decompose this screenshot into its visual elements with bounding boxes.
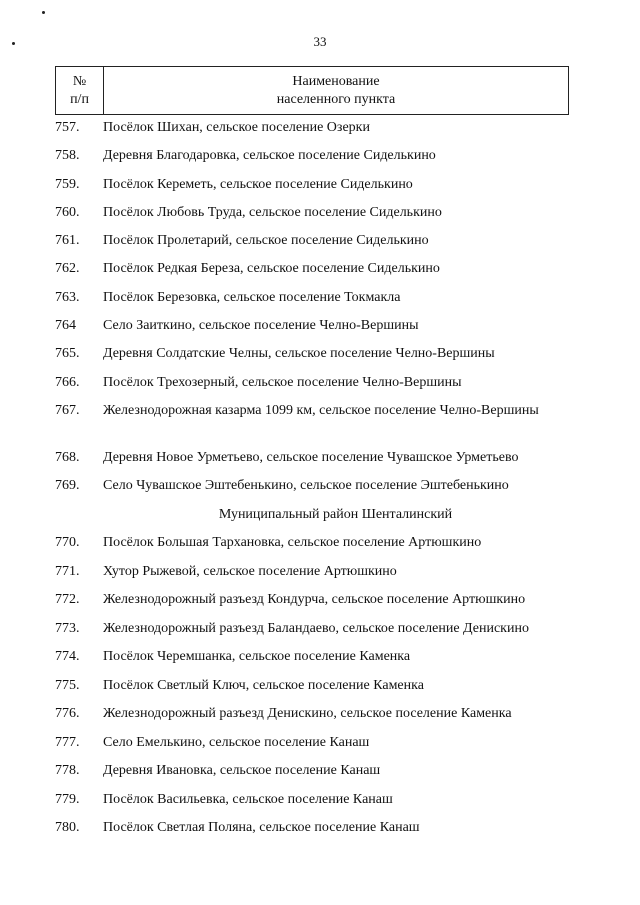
header-number-abbrev: п/п <box>70 91 89 107</box>
item-number: 763. <box>55 290 80 305</box>
item-text: Село Чувашское Эштебенькино, сельское поселение Эштебенькино <box>103 478 509 493</box>
item-number: 757. <box>55 120 80 135</box>
item-number: 779. <box>55 792 80 807</box>
item-number: 772. <box>55 592 80 607</box>
page-number: 33 <box>313 34 327 49</box>
item-text: Деревня Новое Урметьево, сельское поселение Чувашское Урметьево <box>103 450 519 465</box>
item-number: 768. <box>55 450 80 465</box>
header-name-line2: населенного пункта <box>276 91 396 107</box>
item-number: 765. <box>55 346 80 361</box>
item-text: Посёлок Редкая Береза, сельское поселение Сиделькино <box>103 261 440 276</box>
header-number-column <box>56 67 104 114</box>
item-number: 760. <box>55 205 80 220</box>
item-text: Село Заиткино, сельское поселение Челно-Вершины <box>103 318 419 333</box>
item-number: 759. <box>55 177 80 192</box>
item-number: 775. <box>55 678 80 693</box>
item-number: 778. <box>55 763 80 778</box>
item-text: Железнодорожный разъезд Денискино, сельское поселение Каменка <box>103 706 512 721</box>
item-number: 762. <box>55 261 80 276</box>
item-text: Посёлок Шихан, сельское поселение Озерки <box>103 120 370 135</box>
item-text: Посёлок Пролетарий, сельское поселение Сиделькино <box>103 233 429 248</box>
item-text: Посёлок Березовка, сельское поселение Токмакла <box>103 290 401 305</box>
item-number: 769. <box>55 478 80 493</box>
item-number: 776. <box>55 706 80 721</box>
item-text: Железнодорожный разъезд Кондурча, сельское поселение Артюшкино <box>103 592 526 607</box>
item-text: Посёлок Васильевка, сельское поселение Канаш <box>103 792 393 807</box>
item-text: Посёлок Кереметь, сельское поселение Сиделькино <box>103 177 413 192</box>
item-text: Село Емелькино, сельское поселение Канаш <box>103 735 370 750</box>
header-name-column <box>104 67 568 114</box>
item-text: Посёлок Светлый Ключ, сельское поселение Каменка <box>103 678 424 693</box>
item-number: 770. <box>55 535 80 550</box>
item-text: Посёлок Черемшанка, сельское поселение Каменка <box>103 649 411 664</box>
item-text: Деревня Ивановка, сельское поселение Канаш <box>103 763 381 778</box>
item-text: Посёлок Светлая Поляна, сельское поселение Канаш <box>103 820 420 835</box>
item-number: 773. <box>55 621 80 636</box>
scan-speck <box>42 11 45 14</box>
item-text: Посёлок Трехозерный, сельское поселение Челно-Вершины <box>103 375 462 390</box>
item-text: Железнодорожная казарма 1099 км, сельское поселение Челно-Вершины <box>103 403 539 418</box>
item-number: 761. <box>55 233 80 248</box>
header-name-line1: Наименование <box>292 73 380 89</box>
item-text: Посёлок Большая Тархановка, сельское поселение Артюшкино <box>103 535 482 550</box>
table-header <box>55 66 569 115</box>
item-number: 766. <box>55 375 80 390</box>
section-heading: Муниципальный район Шенталинский <box>218 507 453 522</box>
item-number: 780. <box>55 820 80 835</box>
item-number: 771. <box>55 564 80 579</box>
item-text: Хутор Рыжевой, сельское поселение Артюшкино <box>103 564 397 579</box>
item-number: 774. <box>55 649 80 664</box>
item-text: Железнодорожный разъезд Баландаево, сельское поселение Денискино <box>103 621 529 636</box>
item-text: Деревня Благодаровка, сельское поселение Сиделькино <box>103 148 436 163</box>
header-number-symbol: № <box>72 73 87 89</box>
item-number: 767. <box>55 403 80 418</box>
item-text: Посёлок Любовь Труда, сельское поселение Сиделькино <box>103 205 442 220</box>
item-text: Деревня Солдатские Челны, сельское поселение Челно-Вершины <box>103 346 495 361</box>
item-number: 758. <box>55 148 80 163</box>
item-number: 777. <box>55 735 80 750</box>
item-number: 764 <box>55 318 76 333</box>
